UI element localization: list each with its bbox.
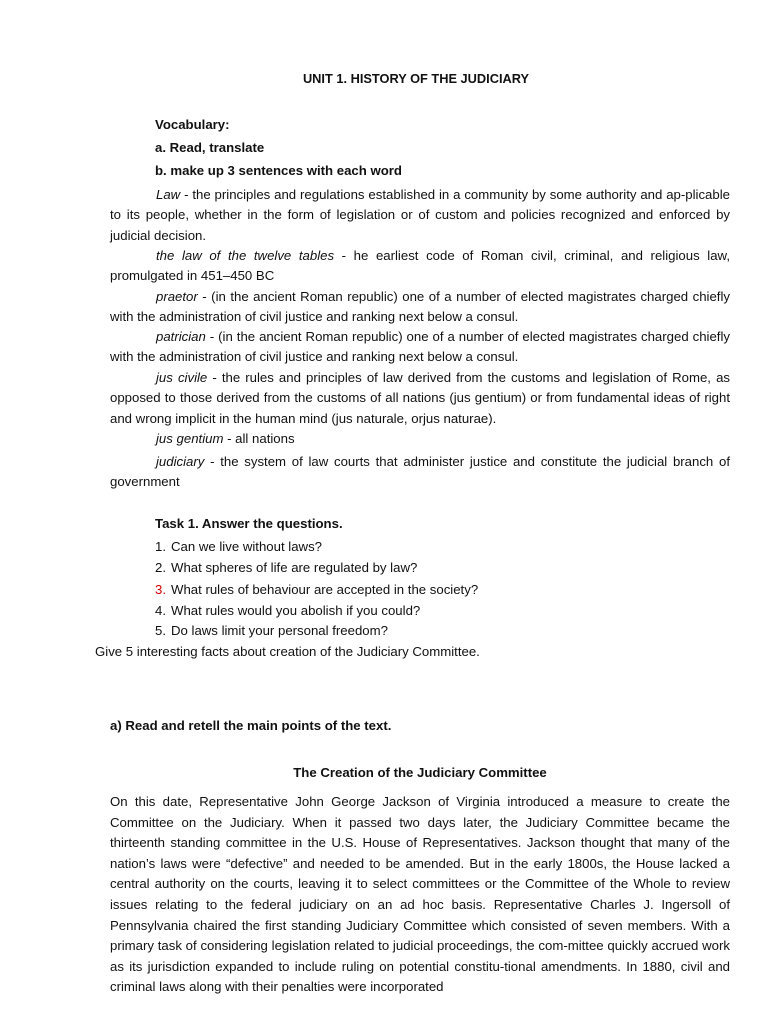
vocab-entry-patrician xyxy=(110,327,730,368)
vocabulary-heading: Vocabulary: xyxy=(155,117,230,132)
question-number-highlighted: 3. xyxy=(155,582,166,597)
question-number: 5. xyxy=(155,623,166,638)
question-item xyxy=(155,623,388,638)
instruction-a: a. Read, translate xyxy=(155,140,265,155)
vocab-definition: - the rules and principles of law derived from the customs and legislation of Rome, as opposed to those derived from the customs of all nations (jus gentium) or from fundamental ideas of right and wrong implicit in the human mind (jus naturale, orjus naturae). xyxy=(110,370,730,426)
vocab-term: jus gentium xyxy=(156,431,224,446)
vocab-definition: - all nations xyxy=(223,431,295,446)
task1-heading: Task 1. Answer the questions. xyxy=(155,516,343,531)
question-text: Do laws limit your personal freedom? xyxy=(171,623,388,638)
unit-title: UNIT 1. HISTORY OF THE JUDICIARY xyxy=(302,71,530,86)
vocab-entry-praetor xyxy=(110,287,730,328)
vocab-term: praetor xyxy=(156,289,198,304)
vocab-term: the law of the twelve tables xyxy=(156,248,335,263)
question-number: 1. xyxy=(155,539,166,554)
vocab-term: Law xyxy=(156,187,181,202)
instruction-b: b. make up 3 sentences with each word xyxy=(155,163,402,178)
vocab-term: judiciary xyxy=(156,454,205,469)
question-number: 4. xyxy=(155,603,166,618)
vocab-entry-judiciary xyxy=(110,452,730,493)
facts-prompt: Give 5 interesting facts about creation of the Judiciary Committee. xyxy=(95,644,480,659)
vocab-definition: - (in the ancient Roman republic) one of a number of elected magistrates charged chiefly with the administration of civil justice and ranking next below a consul. xyxy=(110,289,730,325)
question-text: What rules of behaviour are accepted in the society? xyxy=(171,582,479,597)
text-title: The Creation of the Judiciary Committee xyxy=(293,765,547,780)
question-item xyxy=(155,582,478,597)
vocab-entry-twelve-tables xyxy=(110,246,730,287)
vocab-entry-jus-civile xyxy=(110,368,730,429)
vocab-definition: - (in the ancient Roman republic) one of a number of elected magistrates charged chiefly with the administration of civil justice and ranking next below a consul. xyxy=(110,329,730,365)
vocab-term: jus civile xyxy=(156,370,208,385)
question-text: What spheres of life are regulated by law? xyxy=(171,560,418,575)
vocab-entry-law xyxy=(110,185,730,246)
vocab-entry-jus-gentium xyxy=(110,429,730,449)
question-item xyxy=(155,539,322,554)
reading-instruction: a) Read and retell the main points of the text. xyxy=(110,718,392,733)
question-number: 2. xyxy=(155,560,166,575)
question-item xyxy=(155,603,420,618)
question-item xyxy=(155,560,417,575)
reading-body xyxy=(110,792,730,998)
vocab-term: patrician xyxy=(156,329,206,344)
reading-body-text: On this date, Representative John George Jackson of Virginia introduced a measure to create the Committee on the Judiciary. When it passed two days later, the Judiciary Committee became the thirteenth standing committee in the U.S. House of Representatives. Jackson thought that many of the nation’s laws were “defective” and needed to be amended. But in the early 1800s, the House lacked a central authority on the courts, leaving it to select committees or the Committee of the Whole to review issues relating to the federal judiciary on an ad hoc basis. Representative Charles J. Ingersoll of Pennsylvania chaired the first standing Judiciary Committee which consisted of seven members. With a primary task of considering legislation related to judicial proceedings, the com-mittee quickly accrued work as its jurisdiction expanded to include ruling on potential constitu-tional amendments. In 1880, civil and criminal laws along with their penalties were incorporated xyxy=(110,794,730,995)
question-text: What rules would you abolish if you could? xyxy=(171,603,421,618)
question-text: Can we live without laws? xyxy=(171,539,322,554)
vocab-definition: - he earliest code of Roman civil, criminal, and religious law, promulgated in 451–450 BC xyxy=(110,248,730,284)
vocab-definition: - the principles and regulations established in a community by some authority and ap-plicable to its people, whether in the form of legislation or of custom and policies recognized and enforced by judicial decision. xyxy=(110,187,730,243)
vocab-definition: - the system of law courts that administer justice and constitute the judicial branch of government xyxy=(110,454,730,490)
